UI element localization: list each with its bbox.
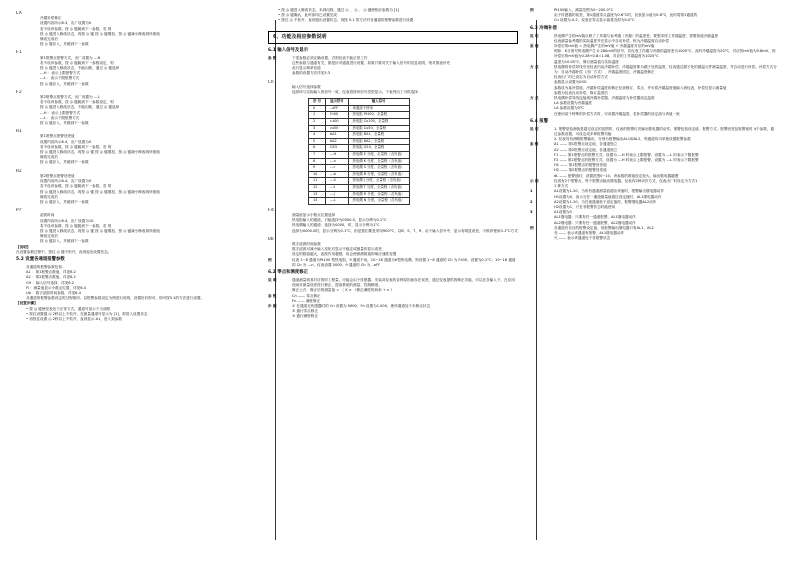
table-row <box>309 184 410 191</box>
kv-row <box>530 236 777 241</box>
kv-key: 3 <box>530 210 533 215</box>
kv-key: 方 式 <box>530 64 539 69</box>
parameter-text: 按 ◎ 键存入，并跳到下一参数 <box>40 160 89 165</box>
table-cell: ---t <box>325 184 348 191</box>
steps-title: 【设置步骤】 <box>16 301 38 306</box>
kv-value: 参数为仪表自动补偿，修订温度后 <box>554 90 608 95</box>
parameter-code: Ub <box>268 236 274 242</box>
parameter-text: 按 ◎ 键进入修改状态，再按 ◎ 键 按 ◎ 键增加，按 ◎ 键减小修改到所需值 <box>40 150 160 155</box>
parameter-code: H1 <box>16 129 22 135</box>
parameter-text: 修改完成后 <box>40 194 58 199</box>
table-header-cell: 输入信号 <box>348 99 409 106</box>
table-cell: ---H <box>325 151 348 158</box>
parameter-text: ---H ：表示上限报警方式 <box>40 71 81 76</box>
parameter-text: 数字滤波可减小输入变化对显示不稳定或测量的显示误差 <box>292 247 382 252</box>
kv-value: 由于传感器的误差，第1通道零点温度为0.6°C时，仪表显示值为0.8°C，此时将第1通道的 <box>554 13 698 18</box>
step-item: • 再按住设置 ◎ 2秒以上不松开，直到显示 A1，进入到参数 <box>26 316 122 321</box>
table-header-cell: 显示符号 <box>325 99 348 106</box>
kv-key: 说 明 <box>530 126 539 131</box>
kv-value: 热电偶的补偿导线引至仪表内由冷端补偿，冷端温度即为端子处的温度，仪表通过端子处的测温元件测量温度，并自动进行补偿。补偿方式分为：自动冷端补偿（出厂方式）、冷端温度固定、冷端温度修正 <box>554 64 777 75</box>
kv-row <box>268 278 518 288</box>
table-cell: 热电偶 K 分度，全量程（含负值） <box>348 158 409 165</box>
kv-value: ② 通行零点修正 <box>292 309 318 314</box>
kv-value: A1设置为1-20，当所有通道测量值超出该值时，报警输出继电器动作 <box>554 189 664 194</box>
kv-key: 示 例 <box>530 178 539 183</box>
parameter-text: ---L ：表示下限报警方式 <box>40 115 80 120</box>
example-row <box>268 258 518 268</box>
kv-value: 亮 —— 表示该通道有报警，AL1继电器动作 <box>554 230 625 235</box>
kv-value: LA 参数设置为冷端温度 <box>554 101 593 106</box>
table-cell: 热电偶 B 分度，全量程（含负值） <box>348 171 409 178</box>
input-signal-table <box>308 98 410 205</box>
step-item: • 按 ◎ 键使仪表处于正常方式，通道号显示于当前路 <box>26 306 111 311</box>
kv-row <box>530 127 777 137</box>
kv-key: 例 <box>268 257 272 262</box>
parameter-text: 按 ◎ 键进入修改状态，不能闪烁，通过 ◎ 键选择 <box>40 66 120 71</box>
kv-value: Fn —— 满度修正 <box>292 298 321 303</box>
kv-key <box>268 71 292 76</box>
kv-value: 修正公式：修正后的测量值 = 〔 X × 《修正满度的斜率 + n 》 <box>292 288 394 293</box>
parameter-code: Pr <box>16 208 22 214</box>
kv-value: ③ 通行满度修正 <box>292 314 318 319</box>
kv-key: 例 <box>530 225 534 230</box>
column-1 <box>16 8 256 553</box>
table-cell: 热电偶 E 分度，全量程（含负值） <box>348 151 409 158</box>
parameter-text: 第1报警点报警回差值 <box>40 134 75 139</box>
parameter-text: 按 ◎ 键存入，并跳到下一参数 <box>40 42 89 47</box>
parameter-text: 第2报警点报警回差值 <box>40 173 75 178</box>
kv-value: 灭 —— 表示该通道处于非报警状态 <box>554 236 611 241</box>
kv-value: Cn —— 零点修正 <box>292 293 321 298</box>
kv-row <box>268 71 518 76</box>
table-row <box>309 132 410 139</box>
kv-key: 原 理 <box>530 44 539 49</box>
table-cell: 11 <box>309 178 326 185</box>
kv-key: 方 式 <box>530 96 539 101</box>
table-cell: bA2 <box>325 138 348 145</box>
kv-key <box>268 314 292 319</box>
section-text: Ub ：数字滤波时间参数，详见6.4 <box>26 290 81 295</box>
kv-value: 仪表测量参考端的实际温度并在显示中自动补偿，称为冷端温度自动补偿 <box>554 38 669 43</box>
kv-key: 参 数 <box>530 142 539 147</box>
table-cell: cu50 <box>325 125 348 132</box>
parameter-text: 按 ◎ 键存入，并跳到下一参数 <box>40 121 89 126</box>
column-3 <box>530 8 777 553</box>
kv-key: 说 明 <box>530 33 539 38</box>
parameter-text: 按 ◎ 键进入修改状态，再按 ◎ 键 按 ◎ 键增加，按 ◎ 键减小修改到所需值 <box>40 189 160 194</box>
table-cell: 热电阻 G53，全量程 <box>348 145 409 152</box>
table-cell: 1 <box>309 112 326 119</box>
table-cell: ---n <box>325 158 348 165</box>
table-cell: ---L <box>325 198 348 205</box>
parameter-text: 设定的数值越大，滤波作用越强，但会使被测数值的响应速度变慢 <box>292 252 397 257</box>
section-heading: 6.3 冷端补偿 <box>530 25 557 31</box>
table-cell: 9 <box>309 165 326 172</box>
parameter-text: 按 ◎ 键进入修改状态，再按 ◎ 键 按 ◎ 键增加，按 ◎ 键减小修改到所需值 <box>40 228 160 233</box>
kv-key: 参 数 <box>268 55 277 60</box>
table-cell: 热电阻 Pt100，全量程 <box>348 112 409 119</box>
table-cell: G53 <box>325 145 348 152</box>
kv-value: A2 —— 第2报警点设定值，各通道独立 <box>554 147 618 152</box>
kv-value: 这些参数与通道有关，都是针对通道进行设置，如果只要对关于输入信号的信息说明，则对照表补充 <box>292 61 451 66</box>
kv-value: LA 参数设置为0℃ <box>554 106 584 111</box>
kv-value: 此行显示简单信道 <box>292 66 321 71</box>
note-title: 【说明】 <box>16 244 31 249</box>
table-cell: 热电偶 J 分度，全量程（含负值） <box>348 178 409 185</box>
table-cell: 热电偶 N 分度，全量程（含负值） <box>348 198 409 205</box>
spacer <box>268 24 518 27</box>
table-cell: 热电阻 Cu100，全量程 <box>348 119 409 126</box>
parameter-text: 设置内容所示6.3，出厂设置为0 <box>40 21 92 26</box>
kv-value: 在使用某个特殊的补偿方式时，可设置冷端温度，若补偿器的设定值与该值一致 <box>554 111 680 116</box>
parameter-text: 设置内容所示6.4，出厂设置为0 <box>40 139 92 144</box>
kv-value: 温度为10.05°C，修订测量值与实际温度 <box>554 59 619 64</box>
parameter-text: 滤波时间 <box>40 213 55 218</box>
table-row <box>309 119 410 126</box>
table-cell: 14 <box>309 198 326 205</box>
column-2 <box>268 8 518 553</box>
table-header-cell: 序 号 <box>309 99 326 106</box>
kv-value: 例如：K分度号热电偶产生 0.280mV的信号，若仪表工作端与冷端的温度差为1000°C，此时冷端温度为20°C，对应的mV值为0.8mV，则补偿后的mV值为0.28+0.8=1.08，对应的工作端温度为1020°C <box>554 49 776 59</box>
parameter-text: 设置内容所示6.4，出厂设置为0 <box>40 179 92 184</box>
kv-key <box>530 236 554 241</box>
section-text: 各通道的报警参数包括： <box>26 264 66 269</box>
kv-value: 仪表 1~8 通道为Pt100 型热电阻，9 通道不用，10~16 通道为K型热电偶，则设置 1~8 通道的 Ch 为 F.t00，设置为0.1°C；10~16 通道的 Ch 为 ---n，仪表设置 0000；9 通道的 Ch 为 -.oFF <box>292 257 516 267</box>
kv-key: 步 骤 <box>268 303 277 308</box>
parameter-text: 若不设该参数，按 ◎ 键跳到下一参数，若 则 <box>40 144 112 149</box>
kv-key <box>530 49 554 59</box>
table-cell: 热电偶 S 分度，全量程（含负值） <box>348 165 409 172</box>
step-item: • 按 ◎ 键确认，此时如同已设置完成 <box>278 13 337 18</box>
kv-key: 参 数 <box>268 293 277 298</box>
table-row <box>309 178 410 185</box>
kv-value: F2 —— 第2报警点的报警方式，设置为 ---H 时表示上限报警，设置为 ---L 时表示下限报警 <box>554 158 699 163</box>
table-cell: 4 <box>309 132 326 139</box>
manual-page <box>16 8 777 553</box>
parameter-code: H2 <box>16 168 22 174</box>
kv-key: 例 <box>530 8 534 12</box>
kv-key: 1 <box>530 189 533 194</box>
kv-value: 1 种方式 <box>554 184 569 189</box>
parameter-code: Ch <box>268 79 274 85</box>
section-heading: 6.2 零点和满度修正 <box>268 269 309 275</box>
table-cell: 2 <box>309 119 326 126</box>
kv-value: 1. 报警是检测值是超过设定的范围时，仪表的报警灯亮输出继电器的动作。报警包括设定值、报警方式、报警回差及报警延时 4个参数，通过参数设置，可设定成多种报警功能 <box>554 126 775 137</box>
section-heading: 6.4 报警 <box>530 118 549 124</box>
parameter-text: 设置内容所示6.4，出厂设置为10 <box>40 218 94 223</box>
table-row <box>309 191 410 198</box>
kv-value: 下述参数必须正确设置，否则仪表不能正常工作 <box>292 55 368 60</box>
parameter-text: 修改完成后 <box>40 37 58 42</box>
table-cell: ---S <box>325 178 348 185</box>
table-cell: 热电阻 BA1，全量程 <box>348 132 409 139</box>
parameter-text: 按 ◎ 键存入，并跳到下一参数 <box>40 239 89 244</box>
table-row <box>309 105 410 112</box>
parameter-text: 数字滤波时间参数 <box>292 241 321 246</box>
table-row <box>309 165 410 172</box>
table-cell: ---J <box>325 191 348 198</box>
kv-row <box>530 18 777 23</box>
table-cell: 0 <box>309 105 326 112</box>
parameter-text: 冷端补偿修正 <box>40 16 62 21</box>
kv-value: 参数设为某补偿值，冷端补偿温度的修正仪表修订、零点，并可将冷端温度值输入到仪表，补偿后显示测量值 <box>554 85 727 90</box>
parameter-code: F1 <box>16 50 22 56</box>
kv-row <box>268 314 518 319</box>
section-text: A2 ：第2报警点数值，详见6.2 <box>26 275 76 280</box>
kv-value: 参数显示设置为00G <box>554 80 587 85</box>
section-text: A1 ：第1报警点数值，详见6.2 <box>26 270 76 275</box>
table-cell: 该通道不使用 <box>348 105 409 112</box>
table-cell: 热电偶 T 分度，全量程（含负值） <box>348 184 409 191</box>
kv-value: 仪表有2个报警点，每个报警点输出继电器，仪表有2种动作方式，仪表出厂时设定为方式1 <box>554 178 698 183</box>
parameter-text: 修改完成后 <box>40 155 58 160</box>
kv-row <box>530 49 777 59</box>
step-item: • 按住设置键 ◎ 2秒以上不松开，在测量通道号显示为 [1]，即进入设置状态 <box>26 311 148 316</box>
parameter-code: LA <box>16 11 22 16</box>
parameter-text: ---H ：表示上限报警方式 <box>40 110 81 115</box>
table-cell: 热电阻 Cu50，全量程 <box>348 125 409 132</box>
kv-value: dL —— 报警延时，设置范围0~10，该参数的数值设定较大，输出继电器越慢 <box>554 173 679 178</box>
kv-key <box>530 112 554 117</box>
kv-row <box>530 112 777 117</box>
section-heading: 5.2 设置各通道报警参数 <box>16 256 65 262</box>
table-cell: 10 <box>309 171 326 178</box>
parameter-text: 热电偶输入的通道：选择为0000，时，显示分辨为1°C <box>292 223 380 228</box>
parameter-text: 按 ◎ 键存入，并跳到下一参数 <box>40 199 89 204</box>
table-cell: 3 <box>309 125 326 132</box>
table-cell: bA1 <box>325 132 348 139</box>
parameter-text: 第1报警点报警方式，出厂设置为 ---H <box>40 55 101 60</box>
parameter-text: 按 ◎ 键进入修改状态，不能闪烁，通过 ◎ 键选择 <box>40 105 120 110</box>
section-text: Fi ：测量值显示小数点位置，详见6.4 <box>26 285 86 290</box>
parameter-text: 热电阻输入的通道，只能选择为0000.0，显示分辨为0.1°C <box>292 218 387 223</box>
chapter-title: 6、功能及相应参数说明 <box>268 31 518 44</box>
table-cell: -.oFF <box>325 105 348 112</box>
kv-value: A1 —— 第1报警点设定值，各通道独立 <box>554 142 618 147</box>
parameter-text: 若不设该参数，按 ◎ 键跳到下一参数设定，则 <box>40 60 114 65</box>
kv-value: 2. 仪表具有两路报警输出，分别为报警输出AL1和AL2，每通道均可单独设置报警参数 <box>554 137 691 142</box>
kv-value: ① 在通道无传感器时的 Cn 设置为 0000，Fn 设置为1.000，使该通道处于未修正状态 <box>292 303 431 308</box>
parameter-text: 输入信号选择参数 <box>292 84 321 89</box>
parameter-text: 若不设该参数，按 ◎ 键跳到下一参数，若 则 <box>40 184 112 189</box>
table-cell: F.t00 <box>325 112 348 119</box>
table-row <box>309 171 410 178</box>
kv-value: A2设置为1-20，当任意通道低于设定值时，报警继电器AL2动作 <box>554 199 657 204</box>
table-row <box>309 158 410 165</box>
kv-value: H2设置为1，只在非报警状态时能使用 <box>554 204 616 209</box>
table-cell: 12 <box>309 184 326 191</box>
kv-value: AL2继电器：只要有任一通道报警，AL2继电器动作 <box>554 220 636 225</box>
kv-value: 热电偶补偿导线连接到冷端补偿器，冷端温度为补偿器设定温度 <box>554 96 655 101</box>
kv-value: 参数的设置方法详见5.3 <box>292 71 331 76</box>
step-item: • 按住 ◎ 不松开，直到退出设置状态，再按 5.1 的方法对各通道的报警参数进行设置 <box>278 18 414 23</box>
parameter-text: 若不设该参数，按 ◎ 键跳到下一参数，若 则 <box>40 26 112 31</box>
kv-value: 仪表出厂时已设定为自动补偿方式 <box>554 75 608 80</box>
kv-value: 各通道有各自的报警设定值，但报警输出继电器只有AL1、AL2 <box>554 225 654 230</box>
parameter-text: 按 ◎ 键进入修改状态，再按 ◎ 键 按 ◎ 键增加，按 ◎ 键减小修改到所需值 <box>40 31 160 36</box>
table-row <box>309 151 410 158</box>
kv-value: 通道测量到其对应的时工程量，可能会由于传感器、安装或仪表的各种原因而存在误差，通过仪表提供的修正功能，可以在各输入下，在应用现场对测量误差进行修正，提高系统的测量、控制精度。 <box>292 277 515 288</box>
kv-value: A1设置为0 <box>554 210 572 215</box>
step-item: • 按 ◎ 键进入修改状态，未到闪烁，通过 ◎ 、 ◎ 、 ◎ 键使相应参数为 [1] <box>278 8 400 12</box>
table-cell: 8 <box>309 158 326 165</box>
table-cell: 6 <box>309 145 326 152</box>
parameter-text: 若不设该参数，按 ◎ 键跳到下一参数，若 则 <box>40 223 112 228</box>
table-cell: 5 <box>309 138 326 145</box>
parameter-text: ---L ：表示下限报警方式 <box>40 76 80 81</box>
table-row <box>309 138 410 145</box>
kv-value: AL1继电器：只要有任一通道报警，AL1继电器动作 <box>554 215 636 220</box>
kv-row <box>530 65 777 75</box>
parameter-text: 第2报警点报警方式，出厂设置为 ---L <box>40 95 100 100</box>
kv-value: F1 —— 第1报警点的报警方式，设置为 ---H 时表示上限报警，设置为 ---L 时表示下限报警 <box>554 152 699 157</box>
parameter-text: 测量值显示小数点位置选择 <box>292 212 336 217</box>
parameter-text: 选择为0000.0时，显示分辨为0.1°C，但是我们要是采用900°C，以B、S、T、R、由于输入信号中，显示有明显误差，不推荐使用0.1°C方式 <box>292 228 518 233</box>
table-cell: ---b <box>325 171 348 178</box>
kv-value: Pt100输入，测量范围为0~200.0°C <box>554 8 614 12</box>
kv-key: 2 <box>530 199 533 204</box>
parameter-text: 修改完成后 <box>40 234 58 239</box>
section-text: CH ：输入信号选择，详见6.2 <box>26 280 75 285</box>
kv-value: 补偿后的mV值 = 热电偶产生的mV值 + 冷端温度对应的mV值 <box>554 44 655 49</box>
parameter-code: F2 <box>16 89 22 95</box>
table-row <box>309 145 410 152</box>
section-heading: 6.1 输入信号及显示 <box>268 47 309 53</box>
section-text: 各通道的报警参数设定的过程相同，以报警参数设定为例进行说明，设置好后即可，即可按5.1的方法进行设置。 <box>26 296 205 301</box>
table-cell: 热电偶 R 分度，全量程（含负值） <box>348 191 409 198</box>
kv-key: 说 明 <box>268 277 277 282</box>
table-cell: ---r <box>325 165 348 172</box>
kv-value: Cn 设置为-0.2，仪表在零点显示值将近似为0.0°C <box>554 18 635 23</box>
table-cell: 13 <box>309 191 326 198</box>
kv-value: H1 —— 第1报警点的报警回差值 <box>554 163 607 168</box>
table-row <box>309 125 410 132</box>
table-row <box>309 198 410 205</box>
table-row <box>309 112 410 119</box>
kv-key <box>530 18 554 23</box>
table-cell: 7 <box>309 151 326 158</box>
parameter-text: 按 ◎ 键存入，并跳到下一参数 <box>40 81 89 86</box>
parameter-text: 选择所与实际输入的信号一致，仪表将按该信号类型显示。下表列出了可供选择： <box>292 90 422 95</box>
parameter-text: 若不设该参数，按 ◎ 键跳到下一参数设定，则 <box>40 100 114 105</box>
kv-value: H2 —— 第2报警点的报警回差值 <box>554 168 607 173</box>
kv-value: 热电偶产生的mV值反映了工作端与参考端（冷端）的温度差，要想求得工作端温度，需要知道冷端温度 <box>554 33 719 38</box>
kv-value: H1设置为0，表示当任一通道测量值超过设定值时，AL1继电器动作 <box>554 194 662 199</box>
parameter-code: Fd <box>268 207 274 213</box>
table-cell: 热电阻 BA2，全量程 <box>348 138 409 145</box>
note-text: 在设置参数过程中，按住 ◎ 键不松开，直到退出设置状态。 <box>16 249 112 254</box>
table-cell: c.t00 <box>325 119 348 126</box>
